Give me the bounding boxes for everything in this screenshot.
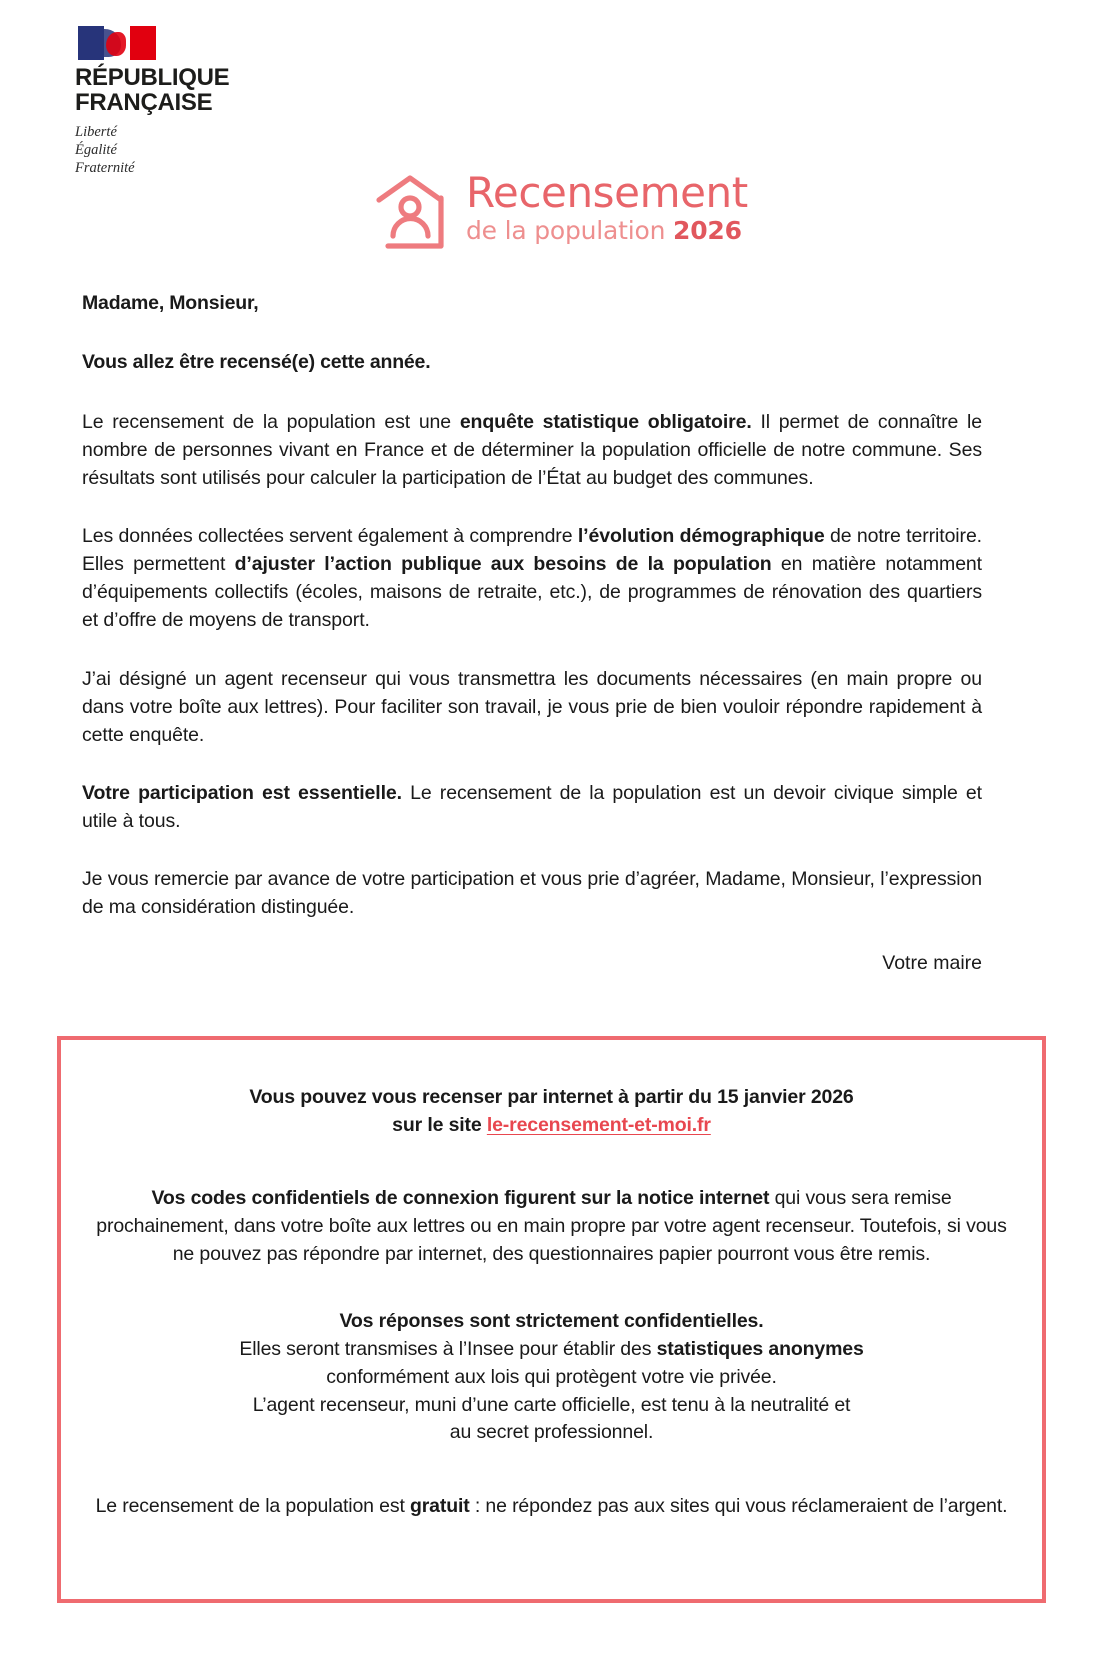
emphasis-text: l’évolution démographique — [577, 525, 825, 548]
emphasis-text: enquête statistique obligatoire. — [459, 411, 752, 433]
body-text: Je vous remercie par avance de votre participation et vous prie d’agréer, Madame, Monsieur, l’expression de ma considération distinguée. — [82, 867, 982, 919]
letter-paragraph — [82, 865, 982, 921]
letter-body — [82, 292, 982, 951]
body-text: Il permet de connaître le nombre de personnes vivant en France et de déterminer la population officielle de notre commune. Ses résultats sont utilisés pour calculer la participation de l’État au budget des communes. — [82, 411, 982, 490]
notice-block-free-of-charge — [87, 1493, 1016, 1521]
lede-statement: Vous allez être recensé(e) cette année. — [82, 351, 431, 373]
emphasis-text: statistiques anonymes — [656, 1338, 864, 1361]
motto-egalite: Égalité — [75, 142, 117, 159]
body-text: Elles seront transmises à l’Insee pour établir des — [239, 1338, 657, 1361]
letter-paragraph — [82, 522, 982, 634]
body-text: Le recensement de la population est une — [82, 411, 460, 433]
body-text: L’agent recenseur, muni d’une carte officielle, est tenu à la neutralité et — [252, 1393, 851, 1416]
body-text: : ne répondez pas aux sites qui vous réclameraient de l’argent. — [469, 1494, 1008, 1517]
body-text: Le recensement de la population est un devoir civique simple et utile à tous. — [82, 781, 982, 832]
letter-paragraph — [82, 779, 982, 835]
logo-subtitle — [466, 218, 748, 243]
body-text: J’ai désigné un agent recenseur qui vous transmettra les documents nécessaires (en main propre ou dans votre boîte aux lettres). Pour faciliter son travail, je vous prie de bien vouloir répondre rapidement à cette enquête. — [82, 667, 982, 746]
emphasis-text: gratuit — [409, 1494, 470, 1517]
motto-fraternite: Fraternité — [75, 160, 135, 177]
logo-year: 2026 — [673, 216, 742, 245]
notice-box-content — [61, 1040, 1042, 1521]
emphasis-text: Vous pouvez vous recenser par internet à partir du 15 janvier 2026 — [249, 1086, 854, 1108]
republique-francaise-block — [75, 26, 245, 177]
recensement-website-link[interactable]: le-recensement-et-moi.fr — [486, 1113, 711, 1136]
logo-title: Recensement — [466, 168, 748, 217]
letter-paragraph — [82, 665, 982, 749]
body-text: en matière notamment d’équipements collectifs (écoles, maisons de retraite, etc.), de programmes de rénovation des quartiers et d’offre de moyens de transport. — [82, 553, 982, 632]
emphasis-text: d’ajuster l’action publique aux besoins de la population — [234, 553, 772, 576]
recensement-logo — [374, 168, 748, 252]
letter-paragraphs — [82, 408, 982, 921]
notice-block-confidential-codes — [87, 1185, 1016, 1268]
logo-subtitle-text: de la population — [466, 216, 673, 245]
french-flag-marianne-icon — [78, 26, 156, 60]
letter-paragraph — [82, 408, 982, 492]
emphasis-text: Votre participation est essentielle. — [82, 781, 402, 804]
emphasis-text: sur le site — [392, 1113, 487, 1136]
motto-liberte: Liberté — [75, 123, 117, 140]
body-text: conformément aux lois qui protègent votre vie privée. — [326, 1365, 777, 1388]
salutation: Madame, Monsieur, — [82, 292, 259, 314]
emphasis-text: Vos codes confidentiels de connexion figurent sur la notice internet — [151, 1187, 770, 1210]
republic-motto — [75, 123, 245, 177]
republic-name — [75, 66, 245, 116]
notice-block-internet-availability — [87, 1084, 1016, 1139]
body-text: Les données collectées servent également à comprendre — [82, 525, 578, 548]
house-with-person-icon — [374, 174, 456, 252]
signature-line: Votre maire — [882, 952, 982, 974]
notice-block-confidentiality — [87, 1308, 1016, 1446]
body-text: Le recensement de la population est — [95, 1494, 410, 1517]
body-text: au secret professionnel. — [449, 1421, 654, 1444]
republic-line-2: FRANÇAISE — [75, 88, 213, 116]
notice-box — [57, 1036, 1046, 1603]
republic-line-1: RÉPUBLIQUE — [75, 64, 230, 91]
body-text: de notre territoire. Elles permettent — [82, 525, 983, 576]
emphasis-text: Vos réponses sont strictement confidentielles. — [339, 1310, 764, 1333]
body-text: qui vous sera remise prochainement, dans votre boîte aux lettres ou en main propre par votre agent recenseur. Toutefois, si vous ne pouvez pas répondre par internet, des questionnaires papier pourront vous être remis. — [96, 1187, 1007, 1265]
